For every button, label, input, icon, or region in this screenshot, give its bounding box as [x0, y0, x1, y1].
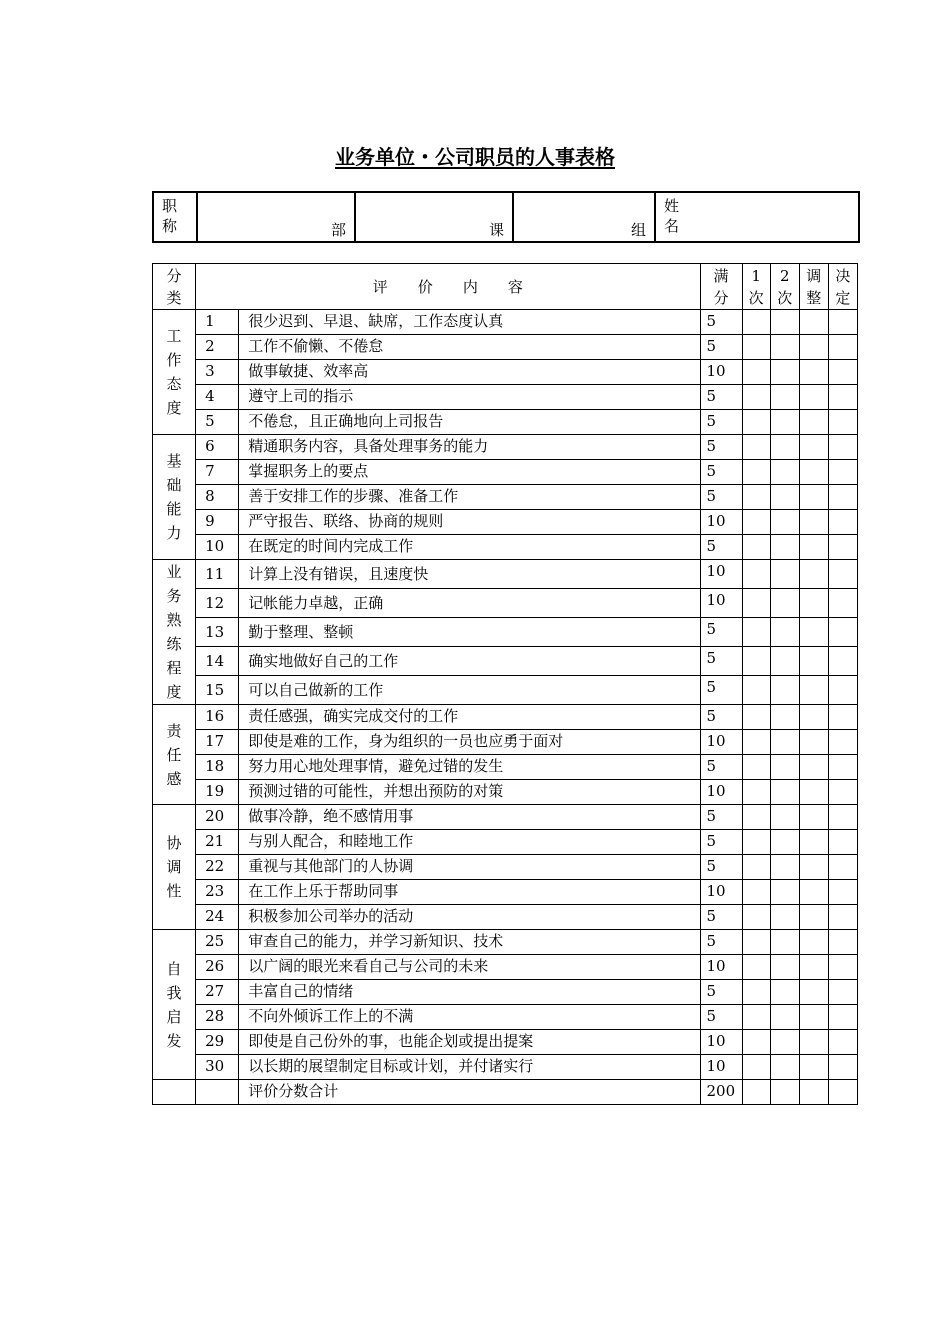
decision-score-cell[interactable] — [828, 310, 857, 335]
item-max-score: 10 — [700, 1030, 742, 1055]
decision-score-cell[interactable] — [828, 535, 857, 560]
item-number: 27 — [196, 980, 239, 1005]
table-row — [153, 560, 858, 589]
table-row — [153, 647, 858, 676]
item-max-score: 5 — [700, 335, 742, 360]
category-cell — [153, 310, 196, 435]
item-text: 遵守上司的指示 — [239, 385, 700, 410]
decision-score-cell[interactable] — [828, 410, 857, 435]
item-number: 13 — [196, 618, 239, 647]
first-score-cell[interactable] — [742, 980, 770, 1005]
first-score-cell[interactable] — [742, 589, 770, 618]
adjust-score-cell[interactable] — [799, 335, 828, 360]
table-row — [153, 510, 858, 535]
total-decision-cell[interactable] — [828, 1080, 857, 1105]
table-row — [153, 360, 858, 385]
decision-score-cell[interactable] — [828, 460, 857, 485]
adjust-score-cell[interactable] — [799, 855, 828, 880]
item-number: 7 — [196, 460, 239, 485]
second-score-cell[interactable] — [770, 385, 799, 410]
item-text: 不倦怠，且正确地向上司报告 — [239, 410, 700, 435]
item-number: 11 — [196, 560, 239, 589]
category-label: 基础能力 — [166, 452, 182, 542]
item-number: 9 — [196, 510, 239, 535]
table-row — [153, 880, 858, 905]
item-number: 28 — [196, 1005, 239, 1030]
item-number: 2 — [196, 335, 239, 360]
item-number: 29 — [196, 1030, 239, 1055]
second-score-cell[interactable] — [770, 310, 799, 335]
item-number: 21 — [196, 830, 239, 855]
header-content-char: 价 — [417, 277, 433, 296]
first-score-cell[interactable] — [742, 1030, 770, 1055]
table-row — [153, 730, 858, 755]
table-row — [153, 1030, 858, 1055]
adjust-score-cell[interactable] — [799, 435, 828, 460]
item-text: 可以自己做新的工作 — [239, 676, 700, 705]
item-max-score: 5 — [700, 805, 742, 830]
first-score-cell[interactable] — [742, 755, 770, 780]
item-number: 19 — [196, 780, 239, 805]
second-score-cell[interactable] — [770, 360, 799, 385]
table-row — [153, 676, 858, 705]
table-row — [153, 1005, 858, 1030]
department-field[interactable] — [197, 192, 355, 242]
item-text: 勤于整理、整顿 — [239, 618, 700, 647]
item-number: 8 — [196, 485, 239, 510]
second-score-cell[interactable] — [770, 676, 799, 705]
table-row — [153, 460, 858, 485]
item-text: 不向外倾诉工作上的不满 — [239, 1005, 700, 1030]
item-text: 掌握职务上的要点 — [239, 460, 700, 485]
total-second-cell[interactable] — [770, 1080, 799, 1105]
table-row — [153, 1055, 858, 1080]
second-score-cell[interactable] — [770, 647, 799, 676]
second-score-cell[interactable] — [770, 435, 799, 460]
adjust-score-cell[interactable] — [799, 589, 828, 618]
item-text: 预测过错的可能性，并想出预防的对策 — [239, 780, 700, 805]
category-label: 自我启发 — [166, 959, 182, 1050]
adjust-score-cell[interactable] — [799, 905, 828, 930]
adjust-score-cell[interactable] — [799, 830, 828, 855]
position-label-text: 职称 — [162, 197, 178, 235]
second-score-cell[interactable] — [770, 460, 799, 485]
first-score-cell[interactable] — [742, 618, 770, 647]
item-number: 17 — [196, 730, 239, 755]
group-label: 组 — [630, 221, 646, 239]
item-max-score: 5 — [700, 980, 742, 1005]
decision-score-cell[interactable] — [828, 830, 857, 855]
table-row — [153, 780, 858, 805]
decision-score-cell[interactable] — [828, 805, 857, 830]
first-score-cell[interactable] — [742, 855, 770, 880]
section-field[interactable] — [355, 192, 513, 242]
header-decision — [828, 264, 857, 310]
header-max-text: 满分 — [713, 267, 729, 307]
name-field[interactable] — [655, 192, 859, 242]
evaluation-table — [152, 263, 858, 1105]
decision-score-cell[interactable] — [828, 980, 857, 1005]
item-max-score: 5 — [700, 310, 742, 335]
item-max-score: 5 — [700, 385, 742, 410]
table-row — [153, 385, 858, 410]
second-score-cell[interactable] — [770, 485, 799, 510]
decision-score-cell[interactable] — [828, 955, 857, 980]
page-title: 业务单位・公司职员的人事表格 — [335, 145, 615, 169]
decision-score-cell[interactable] — [828, 435, 857, 460]
item-max-score: 10 — [700, 510, 742, 535]
employee-info-table — [152, 191, 860, 243]
second-score-cell[interactable] — [770, 905, 799, 930]
category-label: 责任感 — [166, 721, 182, 788]
header-max — [700, 264, 742, 310]
item-number: 25 — [196, 930, 239, 955]
second-score-cell[interactable] — [770, 410, 799, 435]
group-field[interactable] — [513, 192, 655, 242]
item-text: 确实地做好自己的工作 — [239, 647, 700, 676]
second-score-cell[interactable] — [770, 930, 799, 955]
item-text: 在既定的时间内完成工作 — [239, 535, 700, 560]
adjust-score-cell[interactable] — [799, 618, 828, 647]
adjust-score-cell[interactable] — [799, 360, 828, 385]
adjust-score-cell[interactable] — [799, 755, 828, 780]
department-label: 部 — [330, 221, 346, 239]
table-row — [153, 980, 858, 1005]
item-text: 积极参加公司举办的活动 — [239, 905, 700, 930]
decision-score-cell[interactable] — [828, 930, 857, 955]
table-row — [153, 310, 858, 335]
item-text: 即使是自己份外的事，也能企划或提出提案 — [239, 1030, 700, 1055]
decision-score-cell[interactable] — [828, 485, 857, 510]
item-number: 5 — [196, 410, 239, 435]
first-score-cell[interactable] — [742, 1005, 770, 1030]
first-score-cell[interactable] — [742, 676, 770, 705]
decision-score-cell[interactable] — [828, 360, 857, 385]
decision-score-cell[interactable] — [828, 385, 857, 410]
first-score-cell[interactable] — [742, 335, 770, 360]
adjust-score-cell[interactable] — [799, 730, 828, 755]
decision-score-cell[interactable] — [828, 730, 857, 755]
item-max-score: 5 — [700, 930, 742, 955]
header-row — [153, 264, 858, 310]
header-content — [196, 264, 700, 310]
item-max-score: 5 — [700, 647, 742, 676]
item-text: 努力用心地处理事情，避免过错的发生 — [239, 755, 700, 780]
item-number: 26 — [196, 955, 239, 980]
decision-score-cell[interactable] — [828, 589, 857, 618]
item-number: 3 — [196, 360, 239, 385]
table-row — [153, 755, 858, 780]
first-score-cell[interactable] — [742, 435, 770, 460]
header-second — [770, 264, 799, 310]
first-score-cell[interactable] — [742, 310, 770, 335]
decision-score-cell[interactable] — [828, 560, 857, 589]
second-score-cell[interactable] — [770, 955, 799, 980]
item-text: 丰富自己的情绪 — [239, 980, 700, 1005]
table-row — [153, 955, 858, 980]
item-max-score: 5 — [700, 855, 742, 880]
first-score-cell[interactable] — [742, 485, 770, 510]
item-max-score: 5 — [700, 535, 742, 560]
first-score-cell[interactable] — [742, 805, 770, 830]
second-score-cell[interactable] — [770, 1030, 799, 1055]
second-score-cell[interactable] — [770, 730, 799, 755]
adjust-score-cell[interactable] — [799, 676, 828, 705]
decision-score-cell[interactable] — [828, 1055, 857, 1080]
item-number: 24 — [196, 905, 239, 930]
first-score-cell[interactable] — [742, 647, 770, 676]
item-number: 10 — [196, 535, 239, 560]
table-row — [153, 618, 858, 647]
adjust-score-cell[interactable] — [799, 1005, 828, 1030]
total-first-cell[interactable] — [742, 1080, 770, 1105]
item-number: 14 — [196, 647, 239, 676]
item-number: 30 — [196, 1055, 239, 1080]
item-number: 20 — [196, 805, 239, 830]
decision-score-cell[interactable] — [828, 855, 857, 880]
item-text: 精通职务内容，具备处理事务的能力 — [239, 435, 700, 460]
item-number: 18 — [196, 755, 239, 780]
decision-score-cell[interactable] — [828, 1005, 857, 1030]
item-text: 即使是难的工作，身为组织的一员也应勇于面对 — [239, 730, 700, 755]
item-max-score: 10 — [700, 780, 742, 805]
item-max-score: 5 — [700, 705, 742, 730]
category-cell — [153, 560, 196, 705]
second-score-cell[interactable] — [770, 780, 799, 805]
decision-score-cell[interactable] — [828, 780, 857, 805]
item-number: 16 — [196, 705, 239, 730]
adjust-score-cell[interactable] — [799, 805, 828, 830]
first-score-cell[interactable] — [742, 360, 770, 385]
adjust-score-cell[interactable] — [799, 780, 828, 805]
first-score-cell[interactable] — [742, 535, 770, 560]
adjust-score-cell[interactable] — [799, 560, 828, 589]
table-row — [153, 410, 858, 435]
item-text: 在工作上乐于帮助同事 — [239, 880, 700, 905]
table-row — [153, 930, 858, 955]
adjust-score-cell[interactable] — [799, 410, 828, 435]
total-category-cell — [153, 1080, 196, 1105]
item-text: 责任感强，确实完成交付的工作 — [239, 705, 700, 730]
item-max-score: 5 — [700, 410, 742, 435]
second-score-cell[interactable] — [770, 589, 799, 618]
total-adjust-cell[interactable] — [799, 1080, 828, 1105]
first-score-cell[interactable] — [742, 905, 770, 930]
second-score-cell[interactable] — [770, 805, 799, 830]
second-score-cell[interactable] — [770, 830, 799, 855]
header-first — [742, 264, 770, 310]
second-score-cell[interactable] — [770, 335, 799, 360]
second-score-cell[interactable] — [770, 705, 799, 730]
adjust-score-cell[interactable] — [799, 460, 828, 485]
decision-score-cell[interactable] — [828, 1030, 857, 1055]
item-text: 重视与其他部门的人协调 — [239, 855, 700, 880]
header-adjust — [799, 264, 828, 310]
adjust-score-cell[interactable] — [799, 930, 828, 955]
table-row — [153, 535, 858, 560]
header-content-char: 内 — [462, 277, 478, 296]
item-max-score: 10 — [700, 955, 742, 980]
adjust-score-cell[interactable] — [799, 310, 828, 335]
table-row — [153, 855, 858, 880]
item-text: 计算上没有错误，且速度快 — [239, 560, 700, 589]
total-max-score: 200 — [700, 1080, 742, 1105]
decision-score-cell[interactable] — [828, 676, 857, 705]
item-text: 做事敏捷、效率高 — [239, 360, 700, 385]
category-label: 协调性 — [166, 834, 182, 900]
item-max-score: 5 — [700, 618, 742, 647]
second-score-cell[interactable] — [770, 880, 799, 905]
decision-score-cell[interactable] — [828, 510, 857, 535]
item-max-score: 10 — [700, 1055, 742, 1080]
position-label — [153, 192, 197, 242]
item-max-score: 10 — [700, 880, 742, 905]
decision-score-cell[interactable] — [828, 705, 857, 730]
item-max-score: 5 — [700, 1005, 742, 1030]
adjust-score-cell[interactable] — [799, 510, 828, 535]
header-category-text: 分类 — [166, 267, 182, 307]
table-row — [153, 805, 858, 830]
item-max-score: 10 — [700, 730, 742, 755]
second-score-cell[interactable] — [770, 755, 799, 780]
header-decision-text: 决定 — [835, 267, 851, 307]
table-row — [153, 335, 858, 360]
item-text: 工作不偷懒、不倦怠 — [239, 335, 700, 360]
item-number: 22 — [196, 855, 239, 880]
adjust-score-cell[interactable] — [799, 385, 828, 410]
item-max-score: 5 — [700, 460, 742, 485]
category-label: 工作态度 — [166, 327, 182, 417]
category-cell — [153, 435, 196, 560]
first-score-cell[interactable] — [742, 1055, 770, 1080]
first-score-cell[interactable] — [742, 560, 770, 589]
table-row — [153, 705, 858, 730]
header-content-char: 容 — [507, 277, 523, 296]
first-score-cell[interactable] — [742, 730, 770, 755]
item-text: 审查自己的能力，并学习新知识、技术 — [239, 930, 700, 955]
item-max-score: 10 — [700, 360, 742, 385]
item-text: 很少迟到、早退、缺席，工作态度认真 — [239, 310, 700, 335]
adjust-score-cell[interactable] — [799, 1055, 828, 1080]
item-text: 与别人配合，和睦地工作 — [239, 830, 700, 855]
adjust-score-cell[interactable] — [799, 705, 828, 730]
item-text: 以长期的展望制定目标或计划，并付诸实行 — [239, 1055, 700, 1080]
decision-score-cell[interactable] — [828, 647, 857, 676]
adjust-score-cell[interactable] — [799, 535, 828, 560]
adjust-score-cell[interactable] — [799, 1030, 828, 1055]
first-score-cell[interactable] — [742, 930, 770, 955]
header-first-text: 1次 — [748, 267, 764, 307]
item-max-score: 10 — [700, 560, 742, 589]
decision-score-cell[interactable] — [828, 755, 857, 780]
decision-score-cell[interactable] — [828, 880, 857, 905]
item-max-score: 5 — [700, 676, 742, 705]
name-label: 姓名 — [664, 197, 680, 235]
header-content-char: 评 — [372, 277, 388, 296]
decision-score-cell[interactable] — [828, 618, 857, 647]
item-text: 严守报告、联络、协商的规则 — [239, 510, 700, 535]
header-category — [153, 264, 196, 310]
total-number-cell — [196, 1080, 239, 1105]
table-row — [153, 830, 858, 855]
first-score-cell[interactable] — [742, 830, 770, 855]
second-score-cell[interactable] — [770, 1055, 799, 1080]
adjust-score-cell[interactable] — [799, 880, 828, 905]
item-number: 1 — [196, 310, 239, 335]
second-score-cell[interactable] — [770, 560, 799, 589]
item-max-score: 5 — [700, 485, 742, 510]
header-adjust-text: 调整 — [806, 267, 822, 307]
item-max-score: 5 — [700, 435, 742, 460]
item-number: 15 — [196, 676, 239, 705]
item-max-score: 5 — [700, 905, 742, 930]
first-score-cell[interactable] — [742, 955, 770, 980]
decision-score-cell[interactable] — [828, 905, 857, 930]
first-score-cell[interactable] — [742, 385, 770, 410]
adjust-score-cell[interactable] — [799, 485, 828, 510]
second-score-cell[interactable] — [770, 980, 799, 1005]
item-max-score: 10 — [700, 589, 742, 618]
table-row — [153, 435, 858, 460]
section-label: 课 — [488, 221, 504, 239]
first-score-cell[interactable] — [742, 705, 770, 730]
second-score-cell[interactable] — [770, 855, 799, 880]
header-second-text: 2次 — [777, 267, 793, 307]
second-score-cell[interactable] — [770, 535, 799, 560]
item-text: 以广阔的眼光来看自己与公司的未来 — [239, 955, 700, 980]
adjust-score-cell[interactable] — [799, 980, 828, 1005]
first-score-cell[interactable] — [742, 460, 770, 485]
item-text: 善于安排工作的步骤、准备工作 — [239, 485, 700, 510]
adjust-score-cell[interactable] — [799, 955, 828, 980]
table-row — [153, 589, 858, 618]
item-number: 4 — [196, 385, 239, 410]
first-score-cell[interactable] — [742, 880, 770, 905]
category-cell — [153, 930, 196, 1080]
adjust-score-cell[interactable] — [799, 647, 828, 676]
total-row — [153, 1080, 858, 1105]
item-text: 记帐能力卓越，正确 — [239, 589, 700, 618]
second-score-cell[interactable] — [770, 618, 799, 647]
category-label: 业务熟练程度 — [166, 563, 182, 701]
table-row — [153, 905, 858, 930]
first-score-cell[interactable] — [742, 410, 770, 435]
first-score-cell[interactable] — [742, 510, 770, 535]
category-cell — [153, 805, 196, 930]
first-score-cell[interactable] — [742, 780, 770, 805]
item-max-score: 5 — [700, 830, 742, 855]
second-score-cell[interactable] — [770, 1005, 799, 1030]
item-number: 12 — [196, 589, 239, 618]
item-max-score: 5 — [700, 755, 742, 780]
second-score-cell[interactable] — [770, 510, 799, 535]
item-number: 6 — [196, 435, 239, 460]
total-label: 评价分数合计 — [239, 1080, 700, 1105]
item-number: 23 — [196, 880, 239, 905]
item-text: 做事冷静，绝不感情用事 — [239, 805, 700, 830]
table-row — [153, 485, 858, 510]
category-cell — [153, 705, 196, 805]
decision-score-cell[interactable] — [828, 335, 857, 360]
